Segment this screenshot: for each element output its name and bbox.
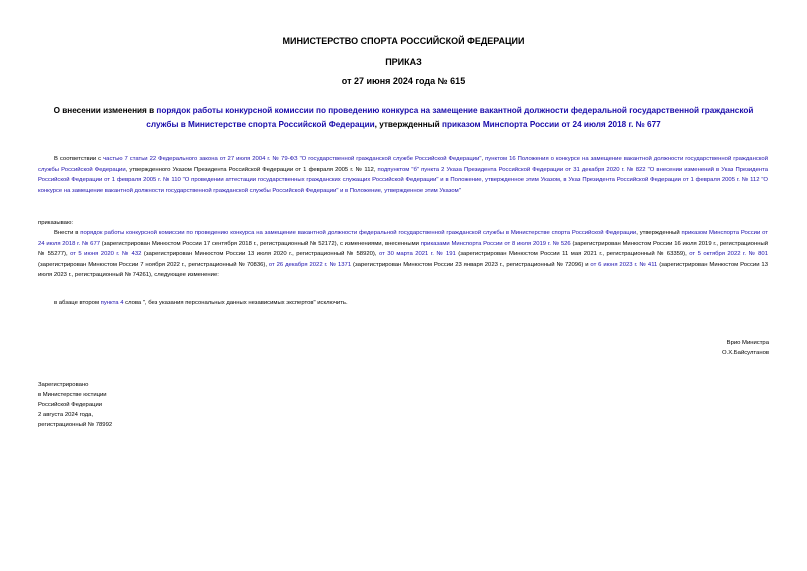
preamble-text: В соответствии с	[54, 156, 104, 162]
document-title	[40, 104, 767, 132]
registration-line: регистрационный № 78992	[38, 422, 113, 428]
body-text: (зарегистрирован Минюстом России 13 июля 2020 г., регистрационный № 58920),	[141, 251, 379, 257]
title-text: О внесении изменения в	[53, 106, 157, 115]
link-order-432[interactable]: от 5 июня 2020 г. № 432	[70, 251, 142, 257]
change-paragraph	[38, 298, 768, 309]
body-text: (зарегистрирован Минюстом России 17 сентября 2018 г., регистрационный № 52172), с изменениями, внесенными	[100, 240, 421, 247]
ministry-heading: МИНИСТЕРСТВО СПОРТА РОССИЙСКОЙ ФЕДЕРАЦИИ	[282, 36, 525, 46]
prikazyvayu-label: приказываю:	[38, 220, 74, 226]
doc-type-heading: ПРИКАЗ	[385, 57, 422, 67]
body-text: (зарегистрирован Минюстом России 16 июля 2019 г., регистрационный № 55277),	[38, 240, 768, 257]
link-order-801[interactable]: от 5 октября 2022 г. № 801	[689, 251, 768, 257]
registration-line: в Министерстве юстиции	[38, 392, 107, 398]
preamble-text: ,	[481, 156, 486, 162]
body-paragraph	[38, 228, 768, 281]
preamble-paragraph	[38, 154, 768, 196]
registration-block	[38, 380, 112, 430]
change-text: в абзаце втором	[54, 300, 101, 306]
signatory-position: Врио Министра	[726, 340, 769, 346]
change-text: слова ", без указания персональных данных независимых экспертов" исключить.	[123, 300, 348, 306]
body-text: , утвержденный	[636, 230, 682, 236]
link-procedure[interactable]: порядок работы конкурсной комиссии по проведению конкурса на замещение вакантной должности федеральной государственной гражданской службы в Министерстве спорта Российской Федерации	[80, 230, 637, 236]
link-order-411[interactable]: от 6 июня 2023 г. № 411	[590, 261, 658, 268]
body-text: (зарегистрирован Минюстом России 23 января 2023 г., регистрационный № 72096) и	[351, 261, 591, 268]
signatory-name: О.Х.Байсултанов	[722, 350, 769, 356]
link-decree-822[interactable]: подпунктом "б" пункта 2 Указа Президента Российской Федерации от 31 декабря 2020 г. № 822 "О внесении изменений в Указ Президента Российской Федерации от 1 февраля 2005 г. № 110 "О проведении аттестации государственных гражданских служащих Российской Федерации" и в Положение, утвержденное этим Указом, в Указ Президента Российской Федерации от 1 февраля 2005 г. № 112 "О конкурсе на замещение вакантной должности государственной гражданской службы Российской Федерации" и в Положение, утвержденное этим Указом"	[38, 166, 769, 194]
preamble-text: , утвержденного Указом Президента Российской Федерации от 1 февраля 2005 г. № 112,	[125, 166, 378, 173]
link-order-1371[interactable]: от 26 декабря 2022 г. № 1371	[268, 261, 352, 268]
doc-date-number: от 27 июня 2024 года № 615	[341, 76, 466, 86]
body-text: Внести в	[54, 230, 81, 236]
body-text: (зарегистрирован Минюстом России 11 мая 2021 г., регистрационный № 63359),	[455, 251, 690, 257]
registration-line: Зарегистрировано	[38, 382, 89, 388]
registration-line: 2 августа 2024 года,	[38, 412, 94, 418]
signature-block	[722, 338, 769, 358]
body-text: (зарегистрирован Минюстом России 7 ноября 2022 г., регистрационный № 70836),	[38, 261, 269, 268]
link-item-4[interactable]: пункта 4	[100, 300, 124, 306]
title-link-procedure[interactable]: порядок работы конкурсной комиссии по проведению конкурса на замещение вакантной должности федеральной государственной гражданской службы в Министерстве спорта Российской Федерации	[146, 106, 754, 129]
link-order-191[interactable]: от 30 марта 2021 г. № 191	[378, 251, 456, 257]
body-text: (зарегистрирован Минюстом России 13 июля 2023 г., регистрационный № 74261), следующее изменение:	[38, 261, 768, 278]
title-text: , утвержденный	[374, 120, 442, 129]
link-law-79fz[interactable]: частью 7 статьи 22 Федерального закона от 27 июля 2004 г. № 79-ФЗ "О государственной гражданской службе Российской Федерации"	[103, 156, 482, 162]
title-link-order-677[interactable]: приказом Минспорта России от 24 июля 2018 г. № 677	[442, 120, 661, 129]
link-regulation-p16[interactable]: пунктом 16 Положения о конкурсе на замещение вакантной должности государственной гражданской службы Российской Федерации	[38, 156, 768, 173]
link-order-677[interactable]: приказом Минспорта России от 24 июля 2018 г. № 677	[38, 230, 768, 247]
link-order-526[interactable]: приказами Минспорта России от 8 июля 2019 г. № 526	[420, 240, 571, 247]
registration-line: Российской Федерации	[38, 402, 103, 408]
